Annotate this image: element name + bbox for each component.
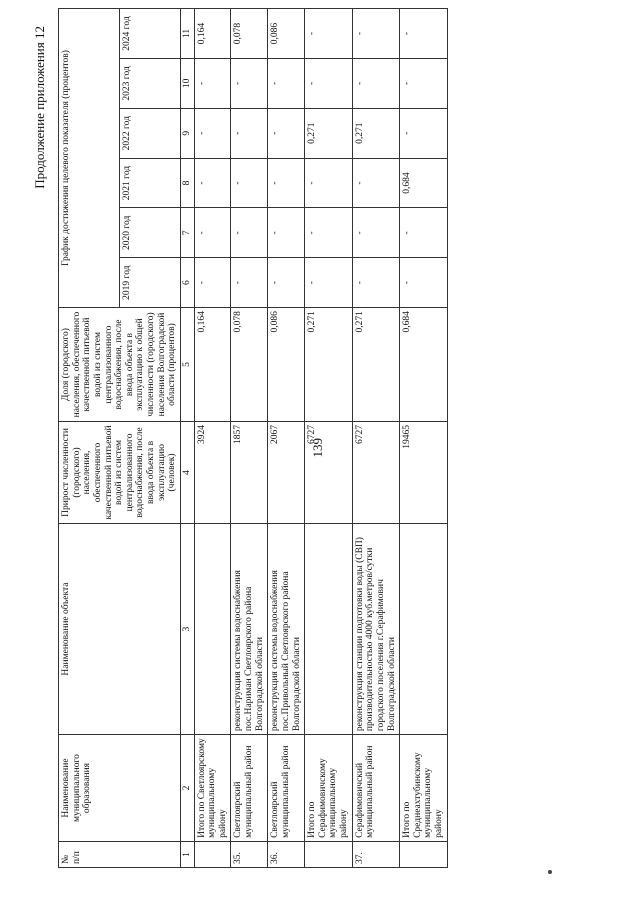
row-2022: -	[231, 108, 268, 158]
row-2023: -	[268, 59, 305, 109]
row-2022: -	[268, 108, 305, 158]
row-municipality: Итого по Серафимовичскому муниципальному району	[305, 735, 353, 842]
row-number	[305, 841, 353, 867]
header-year: 2023 год	[119, 59, 180, 109]
rotated-page	[32, 8, 592, 868]
row-number	[400, 841, 448, 867]
column-number: 2	[180, 735, 194, 842]
row-growth: 3924	[194, 421, 231, 523]
row-municipality: Серафимовичский муниципальный район	[352, 735, 400, 842]
column-number-row	[180, 9, 194, 868]
row-2021: -	[194, 158, 231, 208]
row-2020: -	[352, 208, 400, 258]
row-2022: -	[400, 108, 448, 158]
row-share: 0,164	[194, 308, 231, 422]
row-2024: -	[352, 9, 400, 59]
table-row	[352, 9, 400, 868]
row-2023: -	[400, 59, 448, 109]
row-2019: -	[231, 258, 268, 308]
row-2023: -	[231, 59, 268, 109]
column-number: 9	[180, 108, 194, 158]
row-2023: -	[194, 59, 231, 109]
row-growth: 19465	[400, 421, 448, 523]
target-indicator-table	[58, 8, 448, 868]
row-object	[305, 523, 353, 734]
table-row	[305, 9, 353, 868]
row-share: 0,086	[268, 308, 305, 422]
row-2020: -	[231, 208, 268, 258]
row-2023: -	[305, 59, 353, 109]
row-object: реконструкция системы водоснабжения пос.Нариман Светлоярского района Волгоградской области	[231, 523, 268, 734]
row-2024: 0,078	[231, 9, 268, 59]
header-year: 2021 год	[119, 158, 180, 208]
column-number: 5	[180, 308, 194, 422]
row-2024: -	[400, 9, 448, 59]
header-row	[59, 9, 120, 868]
column-number: 11	[180, 9, 194, 59]
column-number: 4	[180, 421, 194, 523]
row-share: 0,078	[231, 308, 268, 422]
row-2024: 0,086	[268, 9, 305, 59]
row-growth: 6727	[305, 421, 353, 523]
row-2020: -	[400, 208, 448, 258]
row-municipality: Итого по Светлоярскому муниципальному району	[194, 735, 231, 842]
row-number: 37.	[352, 841, 400, 867]
row-2020: -	[194, 208, 231, 258]
row-share: 0,684	[400, 308, 448, 422]
row-object: реконструкция станции подготовки воды (СВП) производительностью 4000 куб.метров/сутки городского поселения г.Серафимович Волгоградской области	[352, 523, 400, 734]
row-2020: -	[268, 208, 305, 258]
scan-dot	[548, 870, 552, 874]
row-share: 0,271	[352, 308, 400, 422]
column-number: 10	[180, 59, 194, 109]
row-2021: -	[231, 158, 268, 208]
page-number: 139	[310, 438, 325, 458]
header-share: Доля (городского) населения, обеспеченного качественной питьевой водой из систем централизованного водоснабжения, после ввода объекта в эксплуатацию к общей численности (городского) населения Волгоградской области (процентов)	[59, 308, 181, 422]
row-2022: 0,271	[352, 108, 400, 158]
row-number	[194, 841, 231, 867]
row-2021: -	[305, 158, 353, 208]
row-number: 36.	[268, 841, 305, 867]
row-2024: -	[305, 9, 353, 59]
row-2019: -	[268, 258, 305, 308]
appendix-title: Продолжение приложения 12	[32, 26, 47, 189]
row-2023: -	[352, 59, 400, 109]
row-object	[194, 523, 231, 734]
row-2019: -	[400, 258, 448, 308]
header-year: 2024 год	[119, 9, 180, 59]
row-share: 0,271	[305, 308, 353, 422]
row-object	[400, 523, 448, 734]
header-year: 2019 год	[119, 258, 180, 308]
header-growth: Прирост численности (городского) населения, обеспеченного качественной питьевой водой из систем централизованного водоснабжения, после ввода объекта в эксплуатацию (человек)	[59, 421, 181, 523]
header-year: 2020 год	[119, 208, 180, 258]
column-number: 3	[180, 523, 194, 734]
header-municipality: Наименование муниципального образования	[59, 735, 181, 842]
row-2021: -	[268, 158, 305, 208]
row-2021: -	[352, 158, 400, 208]
header-num: № п/п	[59, 841, 181, 867]
header-object: Наименование объекта	[59, 523, 181, 734]
row-number: 35.	[231, 841, 268, 867]
column-number: 8	[180, 158, 194, 208]
row-object: реконструкция системы водоснабжения пос.Привольный Светлоярского района Волгоградской области	[268, 523, 305, 734]
column-number: 7	[180, 208, 194, 258]
table-row	[231, 9, 268, 868]
row-2019: -	[352, 258, 400, 308]
header-schedule: График достижения целевого показателя (процентов)	[59, 9, 120, 308]
row-2019: -	[305, 258, 353, 308]
row-growth: 6727	[352, 421, 400, 523]
row-2022: -	[194, 108, 231, 158]
row-2019: -	[194, 258, 231, 308]
row-municipality: Светлоярский муниципальный район	[231, 735, 268, 842]
row-growth: 2067	[268, 421, 305, 523]
table-row	[400, 9, 448, 868]
row-2024: 0,164	[194, 9, 231, 59]
header-year: 2022 год	[119, 108, 180, 158]
row-2021: 0,684	[400, 158, 448, 208]
column-number: 6	[180, 258, 194, 308]
row-growth: 1857	[231, 421, 268, 523]
row-municipality: Светлоярский муниципальный район	[268, 735, 305, 842]
row-2020: -	[305, 208, 353, 258]
column-number: 1	[180, 841, 194, 867]
table-row	[268, 9, 305, 868]
row-2022: 0,271	[305, 108, 353, 158]
table-row	[194, 9, 231, 868]
row-municipality: Итого по Среднеахтубинскому муниципальному району	[400, 735, 448, 842]
